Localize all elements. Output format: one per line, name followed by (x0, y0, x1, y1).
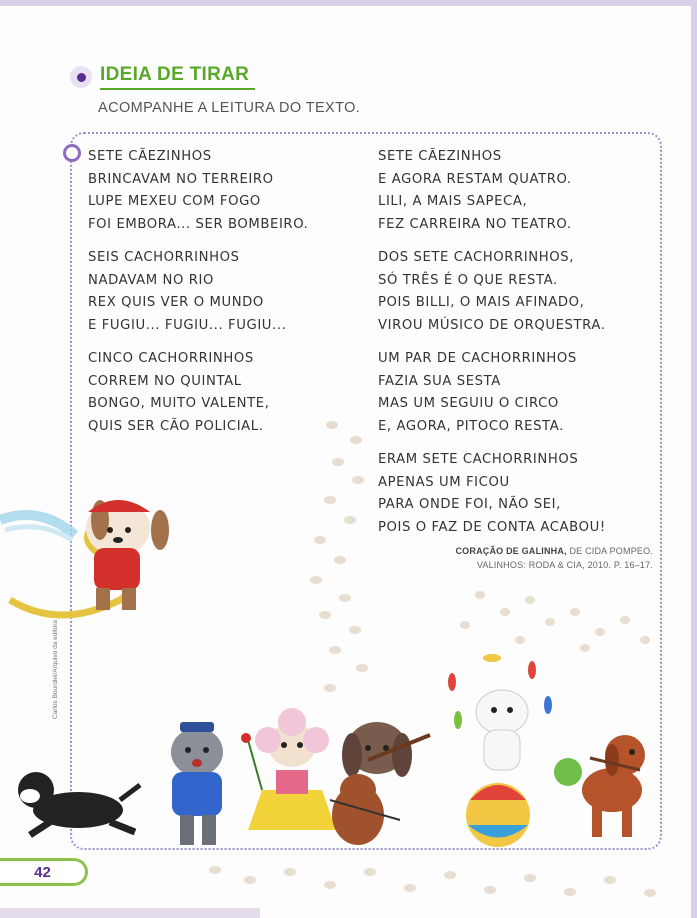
poem-line: FAZIA SUA SESTA (378, 373, 501, 389)
citation-author: DE CIDA POMPEO. (566, 546, 653, 556)
poem-line: CORREM NO QUINTAL (88, 373, 242, 389)
poem-line: PARA ONDE FOI, NÃO SEI, (378, 497, 561, 512)
poem-left-column (88, 146, 308, 449)
traveling-dog-icon (554, 735, 645, 837)
stanza (378, 146, 606, 236)
poem-line: POIS O FAZ DE CONTA ACABOU! (378, 519, 606, 535)
poem-line: FEZ CARREIRA NO TEATRO. (378, 216, 572, 232)
bottom-strip (0, 908, 260, 918)
stanza (88, 146, 308, 236)
cello-dog-icon (330, 722, 430, 845)
poem-line: CINCO CACHORRINHOS (88, 351, 254, 366)
page-number: 42 (34, 863, 51, 881)
poem-line: SETE CÃEZINHOS (378, 149, 502, 164)
running-black-dog-icon (18, 772, 140, 835)
stanza (88, 247, 308, 337)
poem-line: UM PAR DE CACHORRINHOS (378, 351, 577, 366)
poem-line: NADAVAM NO RIO (88, 272, 215, 288)
poem-line: BRINCAVAM NO TERREIRO (88, 171, 274, 187)
page-number-tab (0, 858, 88, 886)
section-title: IDEIA DE TIRAR (100, 64, 255, 90)
poem-line: LUPE MEXEU COM FOGO (88, 194, 261, 209)
poem-line: SEIS CACHORRINHOS (88, 250, 240, 265)
poem-line: E, AGORA, PITOCO RESTA. (378, 418, 564, 434)
actress-dog-icon (241, 708, 336, 830)
source-citation (455, 544, 653, 572)
poem-line: SETE CÃEZINHOS (88, 149, 212, 164)
poem-line: E AGORA RESTAM QUATRO. (378, 171, 572, 187)
poem-line: FOI EMBORA... SER BOMBEIRO. (88, 216, 309, 232)
poem-line: REX QUIS VER O MUNDO (88, 295, 264, 310)
instruction-text: ACOMPANHE A LEITURA DO TEXTO. (98, 100, 361, 116)
poem-line: MAS UM SEGUIU O CIRCO (378, 396, 559, 411)
poem-line: LILI, A MAIS SAPECA, (378, 194, 528, 209)
stanza (378, 449, 606, 539)
stanza (378, 247, 606, 337)
citation-title: CORAÇÃO DE GALINHA, (455, 546, 567, 556)
poem-line: E FUGIU... FUGIU... FUGIU... (88, 317, 287, 333)
poem-line: QUIS SER CÃO POLICIAL. (88, 418, 264, 434)
poem-line: POIS BILLI, O MAIS AFINADO, (378, 295, 585, 310)
poem-line: VIROU MÚSICO DE ORQUESTRA. (378, 317, 606, 333)
poem-line: SÓ TRÊS É O QUE RESTA. (378, 272, 558, 288)
juggling-dog-on-ball-icon (448, 654, 552, 847)
police-dog-icon (171, 722, 223, 845)
poem-line: BONGO, MUITO VALENTE, (88, 396, 270, 411)
poem-right-column (378, 146, 606, 550)
stanza (378, 348, 606, 438)
illustration-credit: Carlos Bourdiel/Arquivo da editora (52, 620, 59, 719)
stanza (88, 348, 308, 438)
firefighter-dog-icon (0, 500, 169, 615)
poem-line: APENAS UM FICOU (378, 474, 510, 490)
poem-line: DOS SETE CACHORRINHOS, (378, 250, 575, 265)
citation-publisher: VALINHOS: RODA & CIA, 2010. P. 16–17. (476, 560, 653, 570)
poem-line: ERAM SETE CACHORRINHOS (378, 452, 579, 467)
